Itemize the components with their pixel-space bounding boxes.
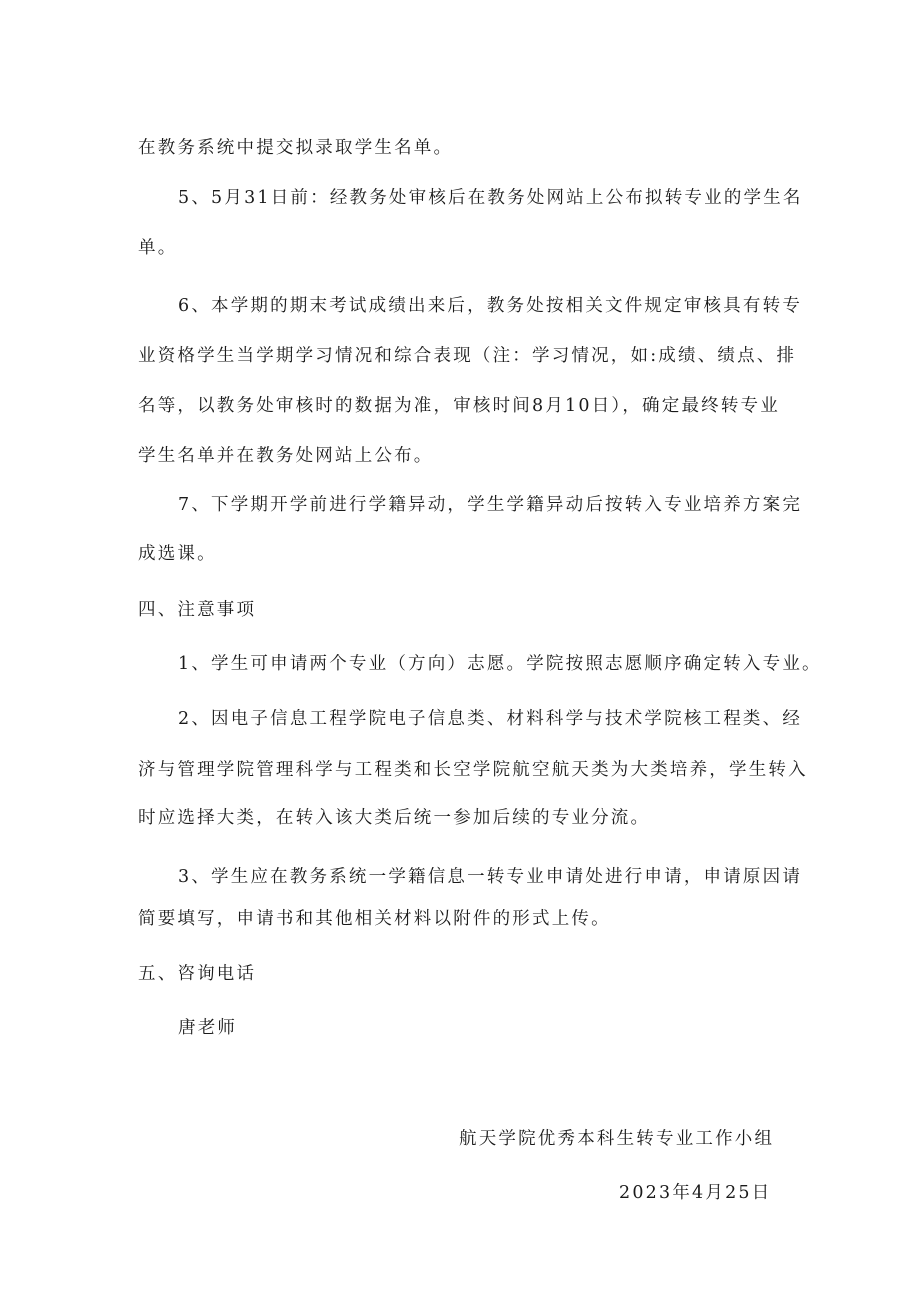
section-heading: 五、咨询电话 xyxy=(138,963,257,984)
paragraph-line: 单。 xyxy=(138,237,178,258)
contact-name: 唐老师 xyxy=(178,1017,238,1038)
paragraph-line: 济与管理学院管理科学与工程类和长空学院航空航天类为大类培养，学生转入 xyxy=(138,759,808,780)
paragraph-line: 5、5月31日前：经教务处审核后在教务处网站上公布拟转专业的学生名 xyxy=(178,187,803,208)
paragraph-line: 3、学生应在教务系统一学籍信息一转专业申请处进行申请，申请原因请 xyxy=(178,866,803,887)
paragraph-line: 7、下学期开学前进行学籍异动，学生学籍异动后按转入专业培养方案完 xyxy=(178,494,803,515)
paragraph-line: 6、本学期的期末考试成绩出来后，教务处按相关文件规定审核具有转专 xyxy=(178,295,803,316)
paragraph-line: 1、学生可申请两个专业（方向）志愿。学院按照志愿顺序确定转入专业。 xyxy=(178,653,822,674)
signature-organization: 航天学院优秀本科生转专业工作小组 xyxy=(459,1128,775,1149)
paragraph-line: 业资格学生当学期学习情况和综合表现（注：学习情况，如:成绩、绩点、排 xyxy=(138,345,797,366)
section-heading: 四、注意事项 xyxy=(138,599,257,620)
paragraph-line: 学生名单并在教务处网站上公布。 xyxy=(138,445,434,466)
paragraph-line: 名等，以教务处审核时的数据为准，审核时间8月10日），确定最终转专业 xyxy=(138,395,780,416)
paragraph-line: 简要填写，申请书和其他相关材料以附件的形式上传。 xyxy=(138,908,611,929)
paragraph-line: 2、因电子信息工程学院电子信息类、材料科学与技术学院核工程类、经 xyxy=(178,708,803,729)
paragraph-line: 成选课。 xyxy=(138,543,217,564)
paragraph-line: 在教务系统中提交拟录取学生名单。 xyxy=(138,137,454,158)
paragraph-line: 时应选择大类，在转入该大类后统一参加后续的专业分流。 xyxy=(138,807,651,828)
signature-date: 2023年4月25日 xyxy=(619,1182,772,1203)
